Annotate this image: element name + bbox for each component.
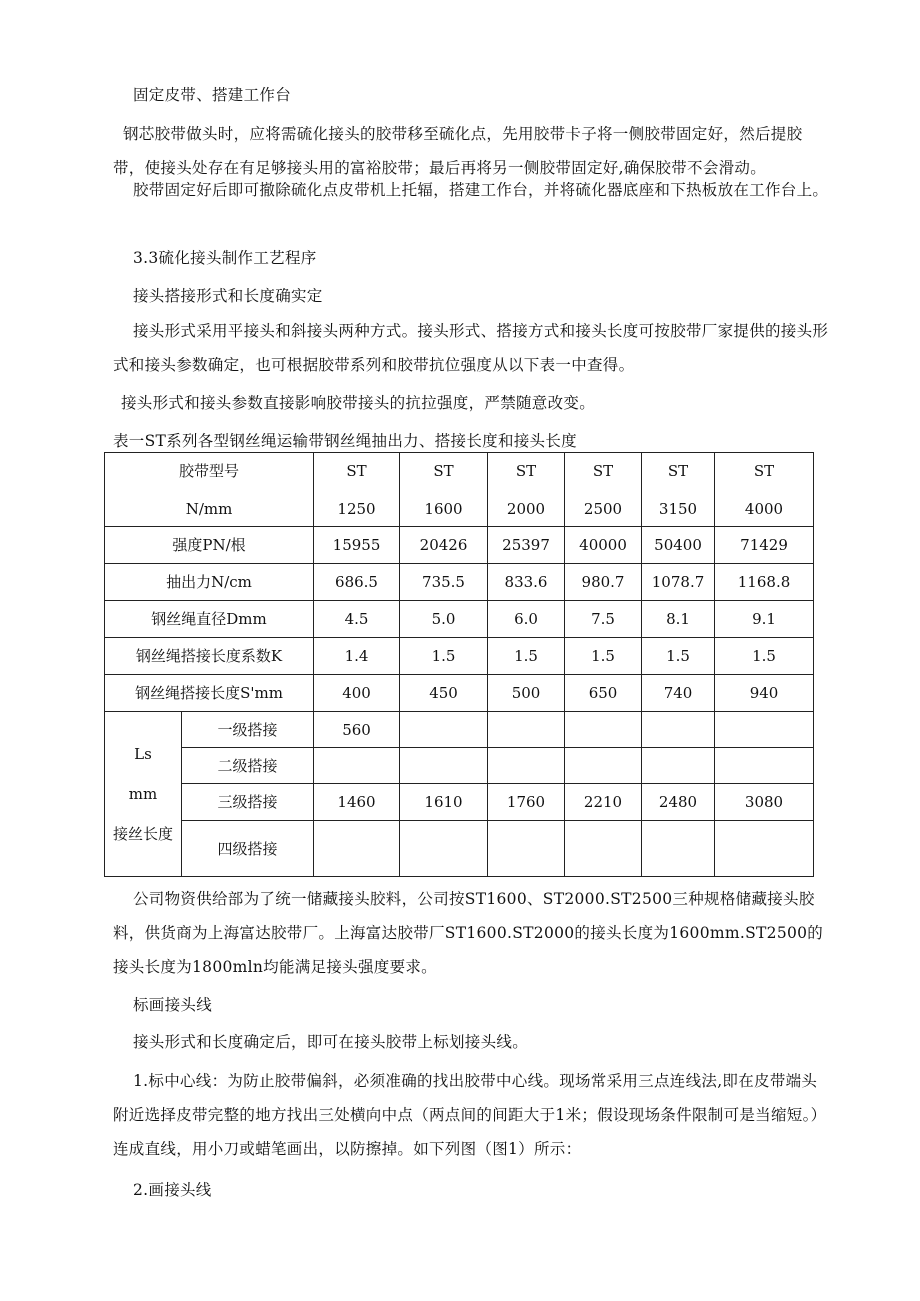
row-label: 四级搭接 — [182, 821, 314, 877]
table-cell — [715, 712, 814, 748]
paragraph-mark-lines-intro: 接头形式和长度确定后，即可在接头胶带上标划接头线。 — [133, 1033, 529, 1051]
row-label: 钢丝绳搭接长度系数K — [105, 638, 314, 675]
table-cell: 650 — [565, 675, 642, 712]
model-value: 2000 — [506, 499, 546, 518]
table-cell: 686.5 — [314, 564, 400, 601]
section-heading-fix-belt: 固定皮带、搭建工作台 — [133, 86, 292, 104]
section-heading-3-3: 3.3硫化接头制作工艺程序 — [133, 249, 317, 267]
table-row — [105, 712, 814, 748]
table-cell: 1460 — [314, 784, 400, 821]
paragraph-glue-storage: 公司物资供给部为了统一储藏接头胶料，公司按ST1600、ST2000.ST2500三种规格储藏接头胶料，供货商为上海富达胶带厂。上海富达胶带厂ST1600.ST2000的接头长度为1600mm.ST2500的接头长度为1800mln均能满足接头强度要求。 — [113, 890, 824, 976]
table-cell: 8.1 — [642, 601, 715, 638]
table-cell: 4.5 — [314, 601, 400, 638]
table-cell — [488, 748, 565, 784]
section-heading-joint-length: 接头搭接形式和长度确实定 — [133, 287, 323, 305]
table-row — [105, 527, 814, 564]
header-model-cell — [715, 453, 814, 527]
model-value: 2500 — [583, 499, 623, 518]
row-label: 强度PN/根 — [105, 527, 314, 564]
table-cell: 40000 — [565, 527, 642, 564]
section-heading-mark-lines: 标画接头线 — [133, 996, 213, 1014]
table-cell — [400, 821, 488, 877]
model-prefix: ST — [346, 461, 367, 480]
header-model-cell — [400, 453, 488, 527]
table-cell: 71429 — [715, 527, 814, 564]
paragraph-center-line: 1.标中心线：为防止胶带偏斜，必须准确的找出胶带中心线。现场常采用三点连线法,即在皮带端头附近选择皮带完整的地方找出三处横向中点（两点间的间距大于1米；假设现场条件限制可是当缩短。）连成直线，用小刀或蜡笔画出，以防擦掉。如下列图（图1）所示： — [113, 1072, 827, 1158]
paragraph-no-change-warning: 接头形式和接头参数直接影响胶带接头的抗拉强度，严禁随意改变。 — [121, 394, 596, 412]
header-model-cell — [642, 453, 715, 527]
table-cell: 1.5 — [565, 638, 642, 675]
paragraph-remove-idlers: 胶带固定好后即可撤除硫化点皮带机上托辐，搭建工作台，并将硫化器底座和下热板放在工作台上。 — [133, 181, 829, 199]
table-cell: 1.4 — [314, 638, 400, 675]
model-prefix: ST — [433, 461, 454, 480]
table-cell: 50400 — [642, 527, 715, 564]
header-model-cell — [565, 453, 642, 527]
table-cell: 400 — [314, 675, 400, 712]
table-cell: 450 — [400, 675, 488, 712]
model-value: 1250 — [337, 499, 376, 518]
paragraph-belt-positioning: 钢芯胶带做头时，应将需硫化接头的胶带移至硫化点，先用胶带卡子将一侧胶带固定好，然后提胶带，使接头处存在有足够接头用的富裕胶带；最后再将另一侧胶带固定好,确保胶带不会滑动。 — [113, 125, 803, 177]
table-cell: 1168.8 — [715, 564, 814, 601]
ls-line3: 接丝长度 — [112, 825, 173, 843]
table-cell — [642, 748, 715, 784]
table-cell: 1.5 — [642, 638, 715, 675]
section-heading-joint-line: 2.画接头线 — [133, 1181, 212, 1199]
table-cell: 5.0 — [400, 601, 488, 638]
table-cell: 560 — [314, 712, 400, 748]
row-label: 二级搭接 — [182, 748, 314, 784]
ls-group-label — [105, 712, 182, 877]
table-cell: 6.0 — [488, 601, 565, 638]
table-cell — [488, 712, 565, 748]
table-cell — [642, 821, 715, 877]
table-cell: 20426 — [400, 527, 488, 564]
header-label-cell — [105, 453, 314, 527]
table-cell — [400, 712, 488, 748]
table-cell — [642, 712, 715, 748]
row-label: 钢丝绳搭接长度S'mm — [105, 675, 314, 712]
table-cell: 833.6 — [488, 564, 565, 601]
table-cell: 1760 — [488, 784, 565, 821]
table-cell: 15955 — [314, 527, 400, 564]
table-cell — [715, 748, 814, 784]
paragraph-joint-forms: 接头形式采用平接头和斜接头两种方式。接头形式、搭接方式和接头长度可按胶带厂家提供的接头形式和接头参数确定，也可根据胶带系列和胶带抗位强度从以下表一中查得。 — [113, 322, 829, 374]
table-cell — [314, 748, 400, 784]
model-value: 1600 — [424, 499, 463, 518]
table-cell: 9.1 — [715, 601, 814, 638]
model-prefix: ST — [515, 461, 537, 480]
table-cell — [565, 821, 642, 877]
table-row — [105, 564, 814, 601]
table-caption: 表一ST系列各型钢丝绳运输带钢丝绳抽出力、搭接长度和接头长度 — [113, 432, 577, 450]
table-cell: 740 — [642, 675, 715, 712]
ls-line1: Ls — [134, 745, 152, 763]
table-row — [105, 601, 814, 638]
table-cell — [314, 821, 400, 877]
table-cell: 1078.7 — [642, 564, 715, 601]
table-cell: 1.5 — [715, 638, 814, 675]
table-cell — [400, 748, 488, 784]
ls-line2: mm — [128, 785, 158, 803]
model-prefix: ST — [592, 461, 614, 480]
table-cell: 1.5 — [400, 638, 488, 675]
table-cell: 940 — [715, 675, 814, 712]
table-cell — [488, 821, 565, 877]
table-cell: 1610 — [400, 784, 488, 821]
header-label-line1: 胶带型号 — [179, 461, 240, 480]
table-cell: 2480 — [642, 784, 715, 821]
header-model-cell — [314, 453, 400, 527]
model-value: 3150 — [658, 499, 698, 518]
belt-joint-table — [104, 452, 814, 877]
model-value: 4000 — [744, 499, 784, 518]
table-row — [105, 638, 814, 675]
table-cell: 1.5 — [488, 638, 565, 675]
table-cell: 7.5 — [565, 601, 642, 638]
table-header-row — [105, 453, 814, 527]
table-cell: 3080 — [715, 784, 814, 821]
model-prefix: ST — [667, 461, 689, 480]
table-row — [105, 675, 814, 712]
table-row — [105, 748, 814, 784]
header-label-line2: N/mm — [185, 499, 233, 518]
table-row — [105, 821, 814, 877]
table-cell: 735.5 — [400, 564, 488, 601]
header-model-cell — [488, 453, 565, 527]
table-cell — [565, 712, 642, 748]
model-prefix: ST — [753, 461, 775, 480]
table-row — [105, 784, 814, 821]
table-cell: 500 — [488, 675, 565, 712]
row-label: 钢丝绳直径Dmm — [105, 601, 314, 638]
table-cell: 2210 — [565, 784, 642, 821]
table-cell: 980.7 — [565, 564, 642, 601]
row-label: 三级搭接 — [182, 784, 314, 821]
table-cell — [715, 821, 814, 877]
row-label: 一级搭接 — [182, 712, 314, 748]
table-cell: 25397 — [488, 527, 565, 564]
table-cell — [565, 748, 642, 784]
row-label: 抽出力N/cm — [105, 564, 314, 601]
